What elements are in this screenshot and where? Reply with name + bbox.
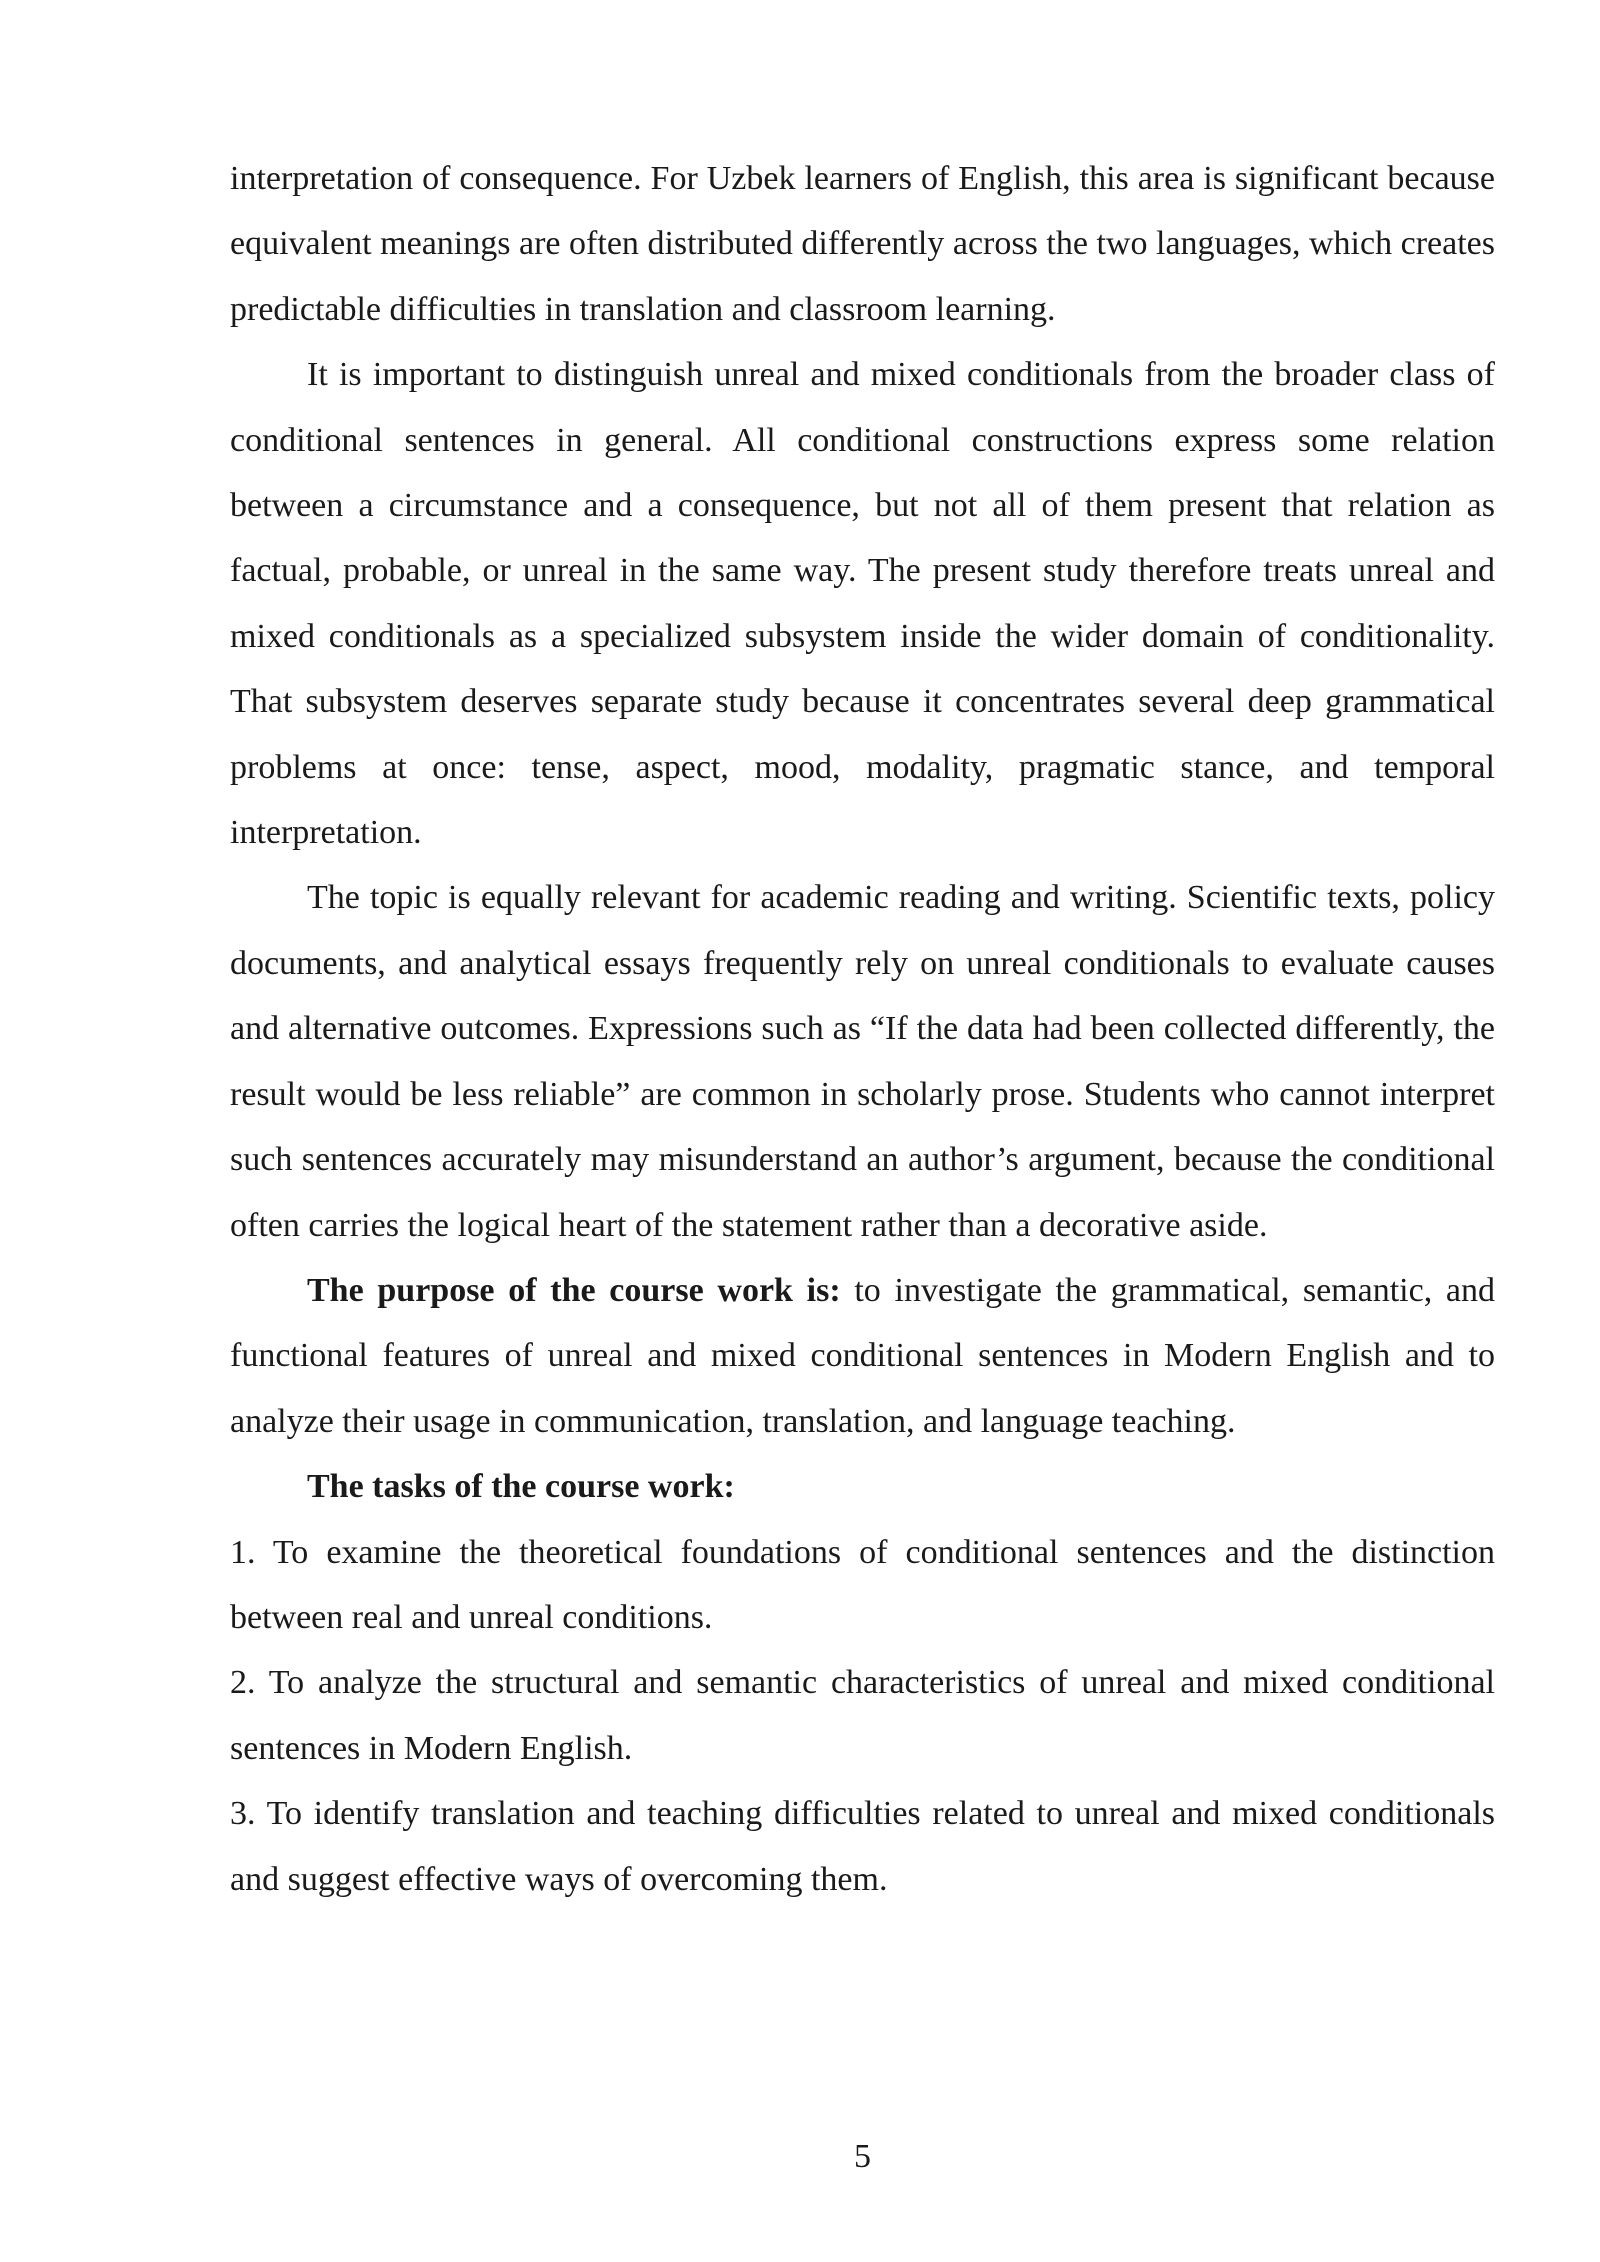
task-item-1: 1. To examine the theoretical foundations of conditional sentences and the distinction between real and unreal conditions. [230, 1533, 1495, 1636]
purpose-text: to investigate the grammatical, semantic, and functional features of unreal and mixed conditional sentences in Modern English and to analyze their usage in communication, translation, and language teaching. [230, 1271, 1495, 1440]
paragraph-3: The topic is equally relevant for academic reading and writing. Scientific texts, policy documents, and analytical essays frequently rely on unreal conditionals to evaluate causes and alternative outcomes. Expressions such as “If the data had been collected differently, the result would be less reliable” are common in scholarly prose. Students who cannot interpret such sentences accurately may misunderstand an author’s argument, because the conditional often carries the logical heart of the statement rather than a decorative aside. [230, 879, 1495, 1244]
paragraph-1: interpretation of consequence. For Uzbek learners of English, this area is significant because equivalent meanings are often distributed differently across the two languages, which creates predictable difficulties in translation and classroom learning. [230, 160, 1495, 328]
purpose-paragraph [230, 1258, 1495, 1454]
tasks-heading: The tasks of the course work: [307, 1468, 735, 1506]
document-body [230, 146, 1495, 1912]
purpose-label: The purpose of the course work is: [307, 1271, 841, 1309]
task-item-3: 3. To identify translation and teaching difficulties related to unreal and mixed conditionals and suggest effective ways of overcoming them. [230, 1795, 1495, 1898]
paragraph-2: It is important to distinguish unreal and mixed conditionals from the broader class of conditional sentences in general. All conditional constructions express some relation between a circumstance and a consequence, but not all of them present that relation as factual, probable, or unreal in the same way. The present study therefore treats unreal and mixed conditionals as a specialized subsystem inside the wider domain of conditionality. That subsystem deserves separate study because it concentrates several deep grammatical problems at once: tense, aspect, mood, modality, pragmatic stance, and temporal interpretation. [230, 356, 1495, 852]
task-item-2: 2. To analyze the structural and semantic characteristics of unreal and mixed conditional sentences in Modern English. [230, 1664, 1495, 1767]
page-number: 5 [854, 2138, 871, 2175]
